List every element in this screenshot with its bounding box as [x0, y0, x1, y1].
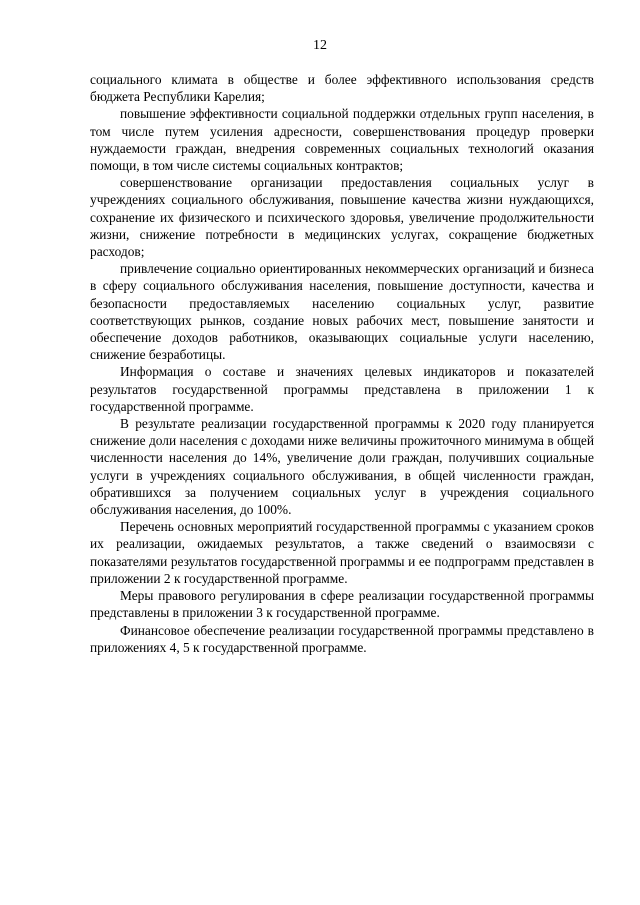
paragraph-financing: Финансовое обеспечение реализации государственной программы представлено в приложениях 4, 5 к государственной программе. [90, 622, 594, 655]
paragraph-continuation: социального климата в обществе и более эффективного использования средств бюджета Республики Карелия; [90, 72, 594, 105]
paragraph-social-support: повышение эффективности социальной поддержки отдельных групп населения, в том числе путем усиления адресности, совершенствования процедур проверки нуждаемости граждан, внедрения современных социальных технологий оказания помощи, в том числе системы социальных контрактов; [90, 106, 594, 174]
paragraph-activities-list: Перечень основных мероприятий государственной программы с указанием сроков их реализации, ожидаемых результатов, а также сведений о взаимосвязи с показателями результатов государственной программы и ее подпрограмм представлен в приложении 2 к государственной программе. [90, 519, 594, 586]
paragraph-legal-regulation: Меры правового регулирования в сфере реализации государственной программы представлены в приложении 3 к государственной программе. [90, 588, 594, 621]
page-number: 12 [313, 38, 327, 53]
paragraph-expected-results: В результате реализации государственной программы к 2020 году планируется снижение доли населения с доходами ниже величины прожиточного минимума в общей численности населения до 14%, увеличение доли граждан, получивших социальные услуги в учреждениях социального обслуживания, в общей численности граждан, обратившихся за получением социальных услуг в учреждения социального обслуживания населения, до 100%. [90, 416, 594, 518]
document-body [90, 71, 594, 656]
paragraph-nonprofit-involvement: привлечение социально ориентированных некоммерческих организаций и бизнеса в сферу социального обслуживания населения, повышение доступности, качества и безопасности предоставляемых населению социальных услуг, развитие соответствующих рынков, создание новых рабочих мест, повышение занятости и обеспечение доходов работников, оказывающих социальные услуги населению, снижение безработицы. [90, 261, 594, 363]
paragraph-indicators-info: Информация о составе и значениях целевых индикаторов и показателей результатов государственной программы представлена в приложении 1 к государственной программе. [90, 364, 594, 414]
paragraph-social-services: совершенствование организации предоставления социальных услуг в учреждениях социального обслуживания, повышение качества жизни нуждающихся, сохранение их физического и психического здоровья, увеличение продолжительности жизни, снижение потребности в медицинских услугах, сокращение бюджетных расходов; [90, 175, 594, 260]
